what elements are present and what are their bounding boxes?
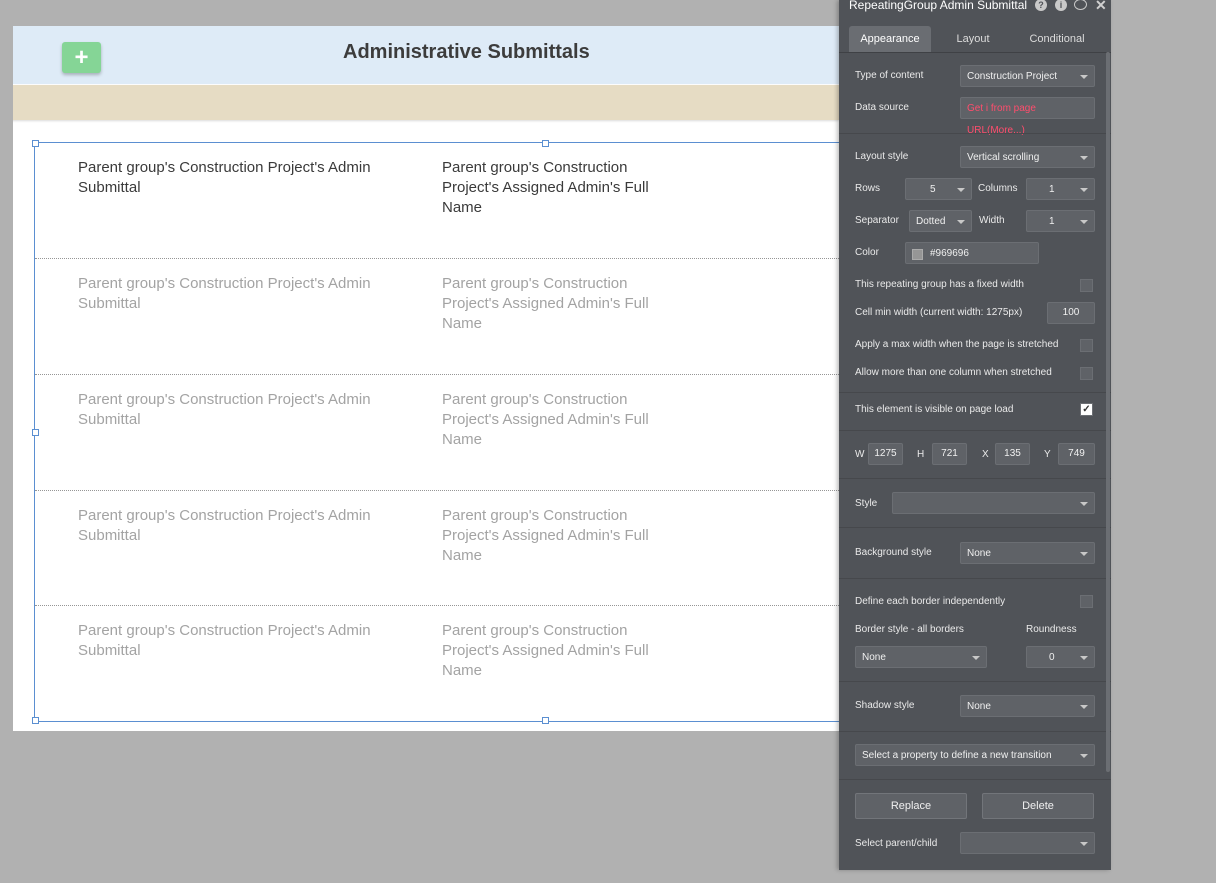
rows-dropdown[interactable] xyxy=(905,178,972,200)
panel-tabs xyxy=(839,24,1111,53)
section-divider xyxy=(839,478,1111,479)
y-input[interactable]: 749 xyxy=(1058,443,1095,465)
parent-child-label: Select parent/child xyxy=(855,838,938,849)
type-of-content-label: Type of content xyxy=(855,70,924,81)
chevron-down-icon xyxy=(957,188,965,192)
admin-submittal-text: Parent group's Construction Project's Admin Submittal xyxy=(78,391,371,428)
resize-handle-bottom[interactable] xyxy=(542,717,549,724)
visible-on-load-label: This element is visible on page load xyxy=(855,404,1014,415)
tab-conditional[interactable]: Conditional xyxy=(1029,33,1085,45)
x-label: X xyxy=(982,449,989,460)
checkmark-icon: ✓ xyxy=(1082,404,1091,415)
list-item[interactable] xyxy=(35,491,839,606)
resize-handle-bottom-left[interactable] xyxy=(32,717,39,724)
x-input[interactable]: 135 xyxy=(995,443,1030,465)
transition-value: Select a property to define a new transition xyxy=(862,750,1052,761)
close-icon[interactable]: ✕ xyxy=(1095,0,1107,13)
color-label: Color xyxy=(855,247,879,258)
section-divider xyxy=(839,578,1111,579)
chevron-down-icon xyxy=(1080,188,1088,192)
chevron-down-icon xyxy=(1080,754,1088,758)
layout-style-label: Layout style xyxy=(855,151,909,162)
list-item[interactable] xyxy=(35,143,839,258)
page-canvas xyxy=(13,26,839,731)
color-swatch xyxy=(912,249,923,260)
chevron-down-icon xyxy=(972,656,980,660)
shadow-style-label: Shadow style xyxy=(855,700,915,711)
roundness-label: Roundness xyxy=(1026,624,1077,635)
more-columns-checkbox[interactable] xyxy=(1080,367,1093,380)
rows-value: 5 xyxy=(930,184,936,195)
chevron-down-icon xyxy=(1080,842,1088,846)
visible-on-load-checkbox[interactable] xyxy=(1080,403,1093,416)
section-divider xyxy=(839,430,1111,431)
help-icon[interactable]: ? xyxy=(1035,0,1047,11)
roundness-dropdown[interactable] xyxy=(1026,646,1095,668)
page-title: Administrative Submittals xyxy=(343,41,590,63)
assigned-admin-text: Parent group's Construction Project's Assigned Admin's Full Name xyxy=(442,507,649,564)
chevron-down-icon xyxy=(1080,220,1088,224)
list-item[interactable] xyxy=(35,606,839,721)
section-divider xyxy=(839,779,1111,780)
layout-style-value: Vertical scrolling xyxy=(967,152,1040,163)
roundness-value: 0 xyxy=(1049,652,1055,663)
admin-submittal-text: Parent group's Construction Project's Admin Submittal xyxy=(78,622,371,659)
w-label: W xyxy=(855,449,865,460)
replace-button[interactable]: Replace xyxy=(855,793,967,819)
tab-appearance[interactable]: Appearance xyxy=(849,26,931,52)
chevron-down-icon xyxy=(1080,705,1088,709)
data-source-field[interactable] xyxy=(960,97,1095,136)
fixed-width-checkbox[interactable] xyxy=(1080,279,1093,292)
chevron-down-icon xyxy=(1080,75,1088,79)
width-label: Width xyxy=(979,215,1005,226)
data-source-value: Get i from page URL(More...) xyxy=(967,103,1036,136)
chevron-down-icon xyxy=(1080,502,1088,506)
chevron-down-icon xyxy=(1080,552,1088,556)
h-input[interactable]: 721 xyxy=(932,443,967,465)
section-divider xyxy=(839,731,1111,732)
section-divider xyxy=(839,133,1111,134)
max-width-label: Apply a max width when the page is stretched xyxy=(855,339,1059,350)
background-style-dropdown[interactable] xyxy=(960,542,1095,564)
y-label: Y xyxy=(1044,449,1051,460)
shadow-style-value: None xyxy=(967,701,991,712)
columns-value: 1 xyxy=(1049,184,1055,195)
property-editor-panel[interactable] xyxy=(839,0,1111,870)
separator-dropdown[interactable] xyxy=(909,210,972,232)
resize-handle-top-left[interactable] xyxy=(32,140,39,147)
resize-handle-left[interactable] xyxy=(32,429,39,436)
info-icon[interactable]: i xyxy=(1055,0,1067,11)
comment-icon[interactable] xyxy=(1074,0,1087,10)
plus-icon: + xyxy=(74,44,89,71)
type-of-content-value: Construction Project xyxy=(967,71,1058,82)
border-independent-label: Define each border independently xyxy=(855,596,1006,607)
background-style-value: None xyxy=(967,548,991,559)
border-style-dropdown[interactable] xyxy=(855,646,987,668)
assigned-admin-text: Parent group's Construction Project's Assigned Admin's Full Name xyxy=(442,275,649,332)
cell-min-width-label: Cell min width (current width: 1275px) xyxy=(855,307,1023,318)
add-button[interactable] xyxy=(62,42,101,73)
section-divider xyxy=(839,527,1111,528)
fixed-width-label: This repeating group has a fixed width xyxy=(855,279,1024,290)
color-value: #969696 xyxy=(930,248,969,259)
delete-button[interactable]: Delete xyxy=(982,793,1094,819)
more-columns-label: Allow more than one column when stretched xyxy=(855,367,1052,378)
separator-label: Separator xyxy=(855,215,899,226)
resize-handle-top[interactable] xyxy=(542,140,549,147)
parent-child-dropdown[interactable] xyxy=(960,832,1095,854)
rows-label: Rows xyxy=(855,183,881,194)
transition-dropdown[interactable] xyxy=(855,744,1095,766)
background-style-label: Background style xyxy=(855,547,932,558)
style-label: Style xyxy=(855,498,878,509)
chevron-down-icon xyxy=(1080,156,1088,160)
admin-submittal-text: Parent group's Construction Project's Admin Submittal xyxy=(78,275,371,312)
h-label: H xyxy=(917,449,925,460)
assigned-admin-text: Parent group's Construction Project's Assigned Admin's Full Name xyxy=(442,391,649,448)
border-independent-checkbox[interactable] xyxy=(1080,595,1093,608)
chevron-down-icon xyxy=(957,220,965,224)
tab-layout[interactable]: Layout xyxy=(956,33,990,45)
cell-min-width-input[interactable]: 100 xyxy=(1047,302,1095,324)
separator-value: Dotted xyxy=(916,216,946,227)
list-item[interactable] xyxy=(35,259,839,374)
section-divider xyxy=(839,392,1111,393)
panel-scrollbar[interactable] xyxy=(1106,52,1110,772)
data-source-label: Data source xyxy=(855,102,909,113)
list-item[interactable] xyxy=(35,375,839,490)
admin-submittal-text: Parent group's Construction Project's Admin Submittal xyxy=(78,507,371,544)
width-value: 1 xyxy=(1049,216,1055,227)
border-style-value: None xyxy=(862,652,886,663)
max-width-checkbox[interactable] xyxy=(1080,339,1093,352)
width-dropdown[interactable] xyxy=(1026,210,1095,232)
repeating-group[interactable] xyxy=(34,142,839,722)
columns-label: Columns xyxy=(978,183,1018,194)
section-divider xyxy=(839,681,1111,682)
border-style-label: Border style - all borders xyxy=(855,624,964,635)
panel-title: RepeatingGroup Admin Submittal xyxy=(849,0,1028,12)
chevron-down-icon xyxy=(1080,656,1088,660)
columns-dropdown[interactable] xyxy=(1026,178,1095,200)
type-of-content-dropdown[interactable] xyxy=(960,65,1095,87)
admin-submittal-text: Parent group's Construction Project's Admin Submittal xyxy=(78,159,371,196)
assigned-admin-text: Parent group's Construction Project's Assigned Admin's Full Name xyxy=(442,622,649,679)
color-picker[interactable] xyxy=(905,242,1039,264)
w-input[interactable]: 1275 xyxy=(868,443,903,465)
style-dropdown[interactable] xyxy=(892,492,1095,514)
filter-bar[interactable] xyxy=(13,85,839,120)
layout-style-dropdown[interactable] xyxy=(960,146,1095,168)
assigned-admin-text: Parent group's Construction Project's Assigned Admin's Full Name xyxy=(442,159,649,216)
shadow-style-dropdown[interactable] xyxy=(960,695,1095,717)
